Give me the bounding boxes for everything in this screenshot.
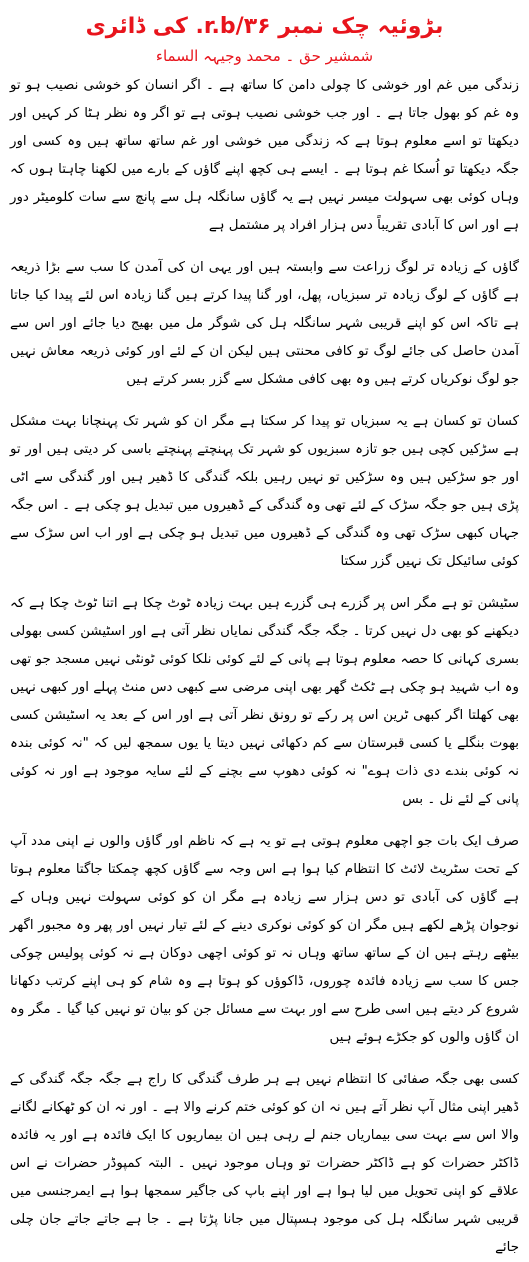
diary-title: بڑوئیہ چک نمبر ۳۶/r.b. کی ڈائری — [85, 14, 444, 39]
paragraph-station: سٹیشن تو ہے مگر اس پر گزرے ہی گزرے ہیں بہت زیادہ ٹوٹ چکا ہے اتنا ٹوٹ چکا ہے کہ دیکھنے کو بھی دل نہیں کرتا ۔ جگہ جگہ گندگی نمایاں نظر آتی ہے اور اسٹیشن کسی بھولی بسری کہانی کا حصہ معلوم ہوتا ہے پانی کے لئے کوئی نلکا کوئی ٹونٹی نہیں مسجد جو تھی وہ اب شہید ہو چکی ہے ٹکٹ گھر بھی اپنی مرضی سے کبھی دس منٹ پہلے اور کبھی نہیں بھی کھلتا اگر کبھی ٹرین اس پر رکے تو رونق نظر آتی ہے اور اس کے بعد یہ اسٹیشن کسی بھوت بنگلے یا کسی قبرستان سے کم دکھائی نہیں دیتا یا یوں سمجھ لیں کہ "نہ کوئی بندہ نہ کوئی بندے دی ذات ہوے" نہ کوئی دھوپ سے بچنے کے لئے سایہ موجود ہے اور نہ کوئی پانی کے لئے نل ۔ بس — [10, 596, 519, 807]
paragraph-roads: کسان تو کسان ہے یہ سبزیاں تو پیدا کر سکتا ہے مگر ان کو شہر تک پہنچانا بہت مشکل ہے سڑکیں کچی ہیں جو تازہ سبزیوں کو شہر تک پہنچتے پہنچتے باسی کر دیتی ہیں اور تو اور جو سڑکیں ہیں وہ سڑکیں تو نہیں رہیں بلکہ گندگی کا ڈھیر ہیں اور گندگی سے اٹی پڑی ہیں جو جگہ سڑک کے لئے تھی وہ گندگی کے ڈھیروں میں تبدیل ہو چکی ہے ۔ اس جگہ جہاں کبھی سڑک تھی وہ گندگی کے ڈھیروں میں تبدیل ہو چکی ہے اور اب اس سڑک سے کوئی سائیکل تک نہیں گزر سکتا — [10, 414, 519, 569]
paragraph-sanitation: کسی بھی جگہ صفائی کا انتظام نہیں ہے ہر طرف گندگی کا راج ہے جگہ جگہ گندگی کے ڈھیر اپنی مثال آپ نظر آتے ہیں نہ ان کو کوئی ختم کرنے والا ہے ۔ اور نہ ان کو ٹھکانے لگانے والا اس سے بہت سی بیماریاں جنم لے رہی ہیں ان بیماریوں کا ایک فائدہ ہے اور یہ فائدہ ڈاکٹر حضرات کو ہے ڈاکٹر حضرات تو وہاں موجود نہیں ۔ البتہ کمپوڈر حضرات نے اس علاقے کو اپنی تحویل میں لیا ہوا ہے اور اپنے باپ کی جاگیر سمجھا ہوا ہے ایمرجنسی میں قریبی شہر سانگلہ ہل کی موجود ہسپتال میں جانا پڑتا ہے ۔ جا ہے جاتے جاتے جان چلی جائے — [10, 1072, 519, 1255]
paragraph-streetlights: صرف ایک بات جو اچھی معلوم ہوتی ہے تو یہ ہے کہ ناظم اور گاؤں والوں نے اپنی مدد آپ کے تحت سٹریٹ لائٹ کا انتظام کیا ہوا ہے اس وجہ سے گاؤں کچھ چمکتا جاگتا معلوم ہوتا ہے گاؤں کی آبادی تو دس ہزار سے زیادہ ہے مگر ان کو کوئی سہولت نہیں وہاں کے نوجوان پڑھے لکھے ہیں مگر ان کو کوئی نوکری دینے کے لئے تیار نہیں اور پھر وہ مجبور اگھر بیٹھے رہتے ہیں ان کے ساتھ ساتھ وہاں نہ تو کوئی اچھی دوکان ہے نہ کوئی پولیس چوکی جس کا سب سے زیادہ فائدہ چوروں، ڈاکوؤں کو ہوتا ہے وہ شام کو ہی اپنے کرتب دکھانا شروع کر دیتے ہیں اسی طرح سے اور بہت سے مسائل جن کو بیان تو نہیں کیا گیا ۔ مگر وہ ان گاؤں والوں کو جکڑے ہوئے ہیں — [10, 834, 519, 1045]
paragraph-agriculture: گاؤں کے زیادہ تر لوگ زراعت سے وابستہ ہیں اور یہی ان کی آمدن کا سب سے بڑا ذریعہ ہے گاؤں کے لوگ زیادہ تر سبزیاں، پھل، اور گنا پیدا کرتے ہیں گنا زیادہ اس لئے پیدا کیا جاتا ہے تاکہ اس کو اپنے قریبی شہر سانگلہ ہل کی شوگر مل میں بھیج دیا جائے اور اس سے آمدن حاصل کی جائے لوگ تو کافی محنتی ہیں لیکن ان کے لئے اور کوئی ذریعہ معاش نہیں جو لوگ نوکریاں کرتے ہیں وہ بھی کافی مشکل سے گزر بسر کرتے ہیں — [10, 260, 519, 387]
author-line: شمشیر حق ۔ محمد وجیہہ السماء — [155, 47, 374, 65]
paragraph-intro: زندگی میں غم اور خوشی کا چولی دامن کا ساتھ ہے ۔ اگر انسان کو خوشی نصیب ہو تو وہ غم کو بھول جاتا ہے ۔ اور جب خوشی نصیب ہوتی ہے تو اگر وہ نظر ہٹا کر کہیں اور دیکھتا تو اسے معلوم ہوتا ہے کہ زندگی میں خوشی اور غم ساتھ ساتھ ہیں وہ کسی اور جگہ دیکھتا تو اُسکا غم ہوتا ہے ۔ ایسے ہی کچھ اپنے گاؤں کے بارے میں لکھنا چاہتا ہوں کہ وہاں کوئی بھی سہولت میسر نہیں ہے یہ گاؤں سانگلہ ہل سے پانچ سے سات کلومیٹر دور ہے اور اس کا آبادی تقریباً دس ہزار افراد پر مشتمل ہے — [10, 78, 519, 233]
